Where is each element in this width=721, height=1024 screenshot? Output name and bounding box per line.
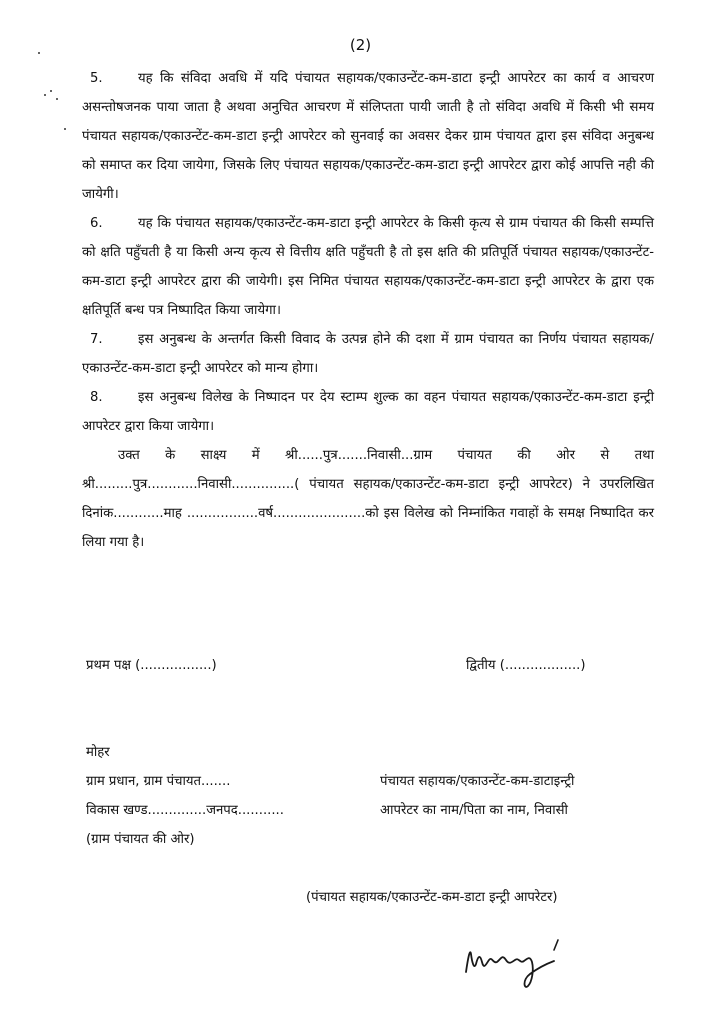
clause-number: 8.: [90, 390, 103, 405]
clause-number: 7.: [90, 332, 103, 347]
page-number: (2): [349, 36, 372, 54]
clause-8: [82, 383, 654, 441]
operator-block: [380, 767, 574, 825]
clause-number: 5.: [90, 71, 103, 86]
on-behalf-line: (ग्राम पंचायत की ओर): [86, 832, 195, 847]
agreement-body: [82, 64, 654, 557]
gram-pradhan-block: [86, 738, 284, 854]
clause-text: यह कि संविदा अवधि में यदि पंचायत सहायक/एकाउन्टेंट-कम-डाटा इन्ट्री आपरेटर का कार्य व आचरण असन्तोषजनक पाया जाता है अथवा अनुचित आचरण में संलिप्तता पायी जाती है तो संविदा अवधि में किसी भी समय पंचायत सहायक/एकाउन्टेंट-कम-डाटा इन्ट्री आपरेटर को सुनवाई का अवसर देकर ग्राम पंचायत द्वारा इस संविदा अनुबन्ध को समाप्त कर दिया जायेगा, जिसके लिए पंचायत सहायक/एकाउन्टेंट-कम-डाटा इन्ट्री आपरेटर द्वारा कोई आपत्ति नही की जायेगी।: [82, 71, 654, 202]
bottom-designation: (पंचायत सहायक/एकाउन्टेंट-कम-डाटा इन्ट्री आपरेटर): [306, 890, 558, 905]
handwritten-signature: [462, 934, 582, 996]
operator-name-line: आपरेटर का नाम/पिता का नाम, निवासी: [380, 803, 568, 818]
clause-5: [82, 64, 654, 209]
gram-pradhan-line: ग्राम प्रधान, ग्राम पंचायत.......: [86, 774, 231, 789]
first-party-label: प्रथम पक्ष (.................): [86, 658, 217, 673]
clause-text: इस अनुबन्ध के अन्तर्गत किसी विवाद के उत्पन्न होने की दशा में ग्राम पंचायत का निर्णय पंचायत सहायक/एकाउन्टेंट-कम-डाटा इन्ट्री आपरेटर को मान्य होगा।: [82, 332, 654, 376]
clause-7: [82, 325, 654, 383]
vikas-khand-line: विकास खण्ड..............जनपद...........: [86, 803, 284, 818]
clause-number: 6.: [90, 216, 103, 231]
clause-text: यह कि पंचायत सहायक/एकाउन्टेंट-कम-डाटा इन्ट्री आपरेटर के किसी कृत्य से ग्राम पंचायत की किसी सम्पत्ति को क्षति पहुँचती है या किसी अन्य कृत्य से वित्तीय क्षति पहुँचती है तो इस क्षति की प्रतिपूर्ति पंचायत सहायक/एकाउन्टेंट-कम-डाटा इन्ट्री आपरेटर द्वारा की जायेगी। इस निमित पंचायत सहायक/एकाउन्टेंट-कम-डाटा इन्ट्री आपरेटर के द्वारा एक क्षतिपूर्ति बन्ध पत्र निष्पादित किया जायेगा।: [82, 216, 654, 318]
witness-clause: उक्त के साक्ष्य में श्री......पुत्र.......निवासी...ग्राम पंचायत की ओर से तथा श्री.........पुत्र............निवासी...............( पंचायत सहायक/एकाउन्टेंट-कम-डाटा इन्ट्री आपरेटर) ने उपरलिखित दिनांक............माह .................वर्ष......................को इस विलेख को निम्नांकित गवाहों के समक्ष निष्पादित कर लिया गया है।: [82, 448, 654, 550]
clause-text: इस अनुबन्ध विलेख के निष्पादन पर देय स्टाम्प शुल्क का वहन पंचायत सहायक/एकाउन्टेंट-कम-डाटा इन्ट्री आपरेटर द्वारा किया जायेगा।: [82, 390, 654, 434]
operator-designation-line: पंचायत सहायक/एकाउन्टेंट-कम-डाटाइन्ट्री: [380, 774, 575, 789]
second-party-label: द्वितीय (..................): [466, 658, 586, 673]
clause-6: [82, 209, 654, 325]
seal-label: मोहर: [86, 745, 110, 760]
